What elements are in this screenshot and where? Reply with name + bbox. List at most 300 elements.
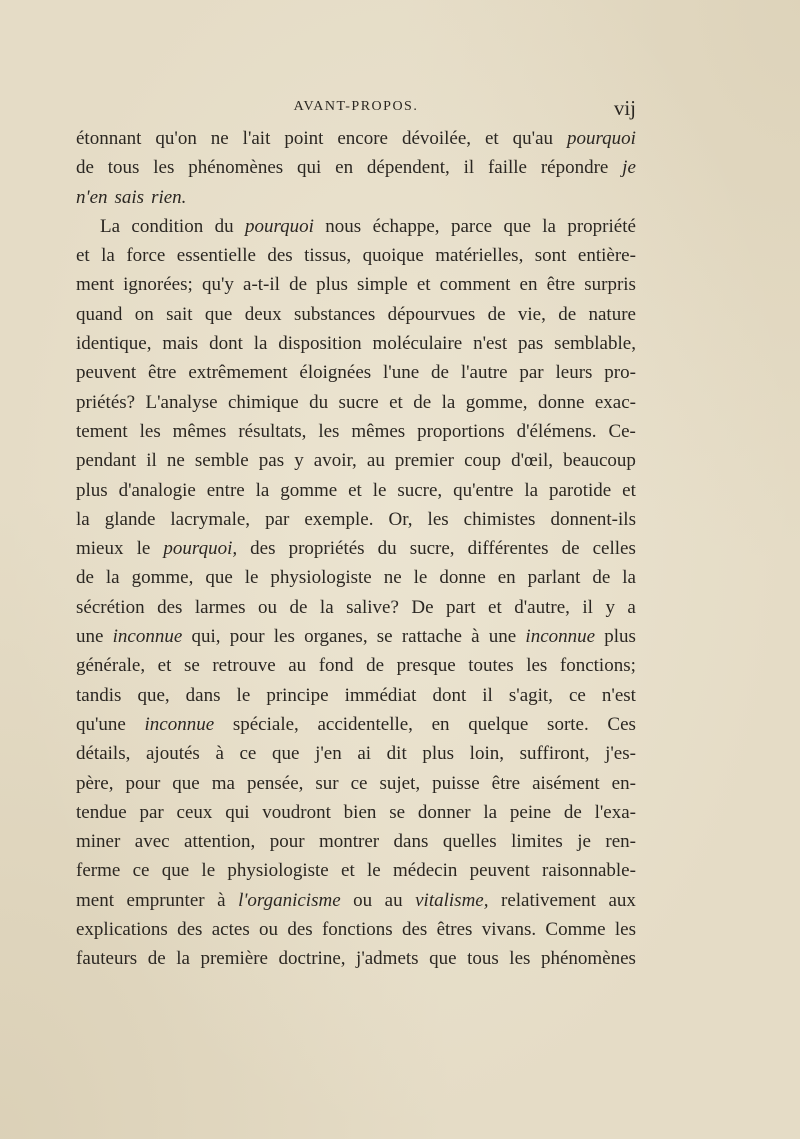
word: relativement bbox=[501, 889, 596, 911]
word: ce bbox=[568, 684, 586, 706]
word: qui bbox=[297, 157, 322, 179]
running-head bbox=[76, 96, 636, 120]
word: dépendent, bbox=[366, 157, 450, 179]
word: la bbox=[622, 567, 636, 589]
word: dépourvues bbox=[387, 303, 476, 325]
word: et bbox=[157, 655, 172, 677]
word: condition bbox=[131, 215, 204, 237]
text-line bbox=[76, 476, 636, 505]
word: ajoutés bbox=[145, 743, 200, 765]
word: générale, bbox=[76, 655, 146, 677]
word: de bbox=[563, 801, 582, 823]
word: dont bbox=[209, 333, 243, 355]
word: des bbox=[250, 538, 276, 560]
word: suffiront, bbox=[519, 743, 590, 765]
word: ignorées; bbox=[123, 274, 193, 296]
word: quoique bbox=[362, 245, 424, 267]
word: des bbox=[267, 245, 293, 267]
word: salive? bbox=[346, 596, 399, 618]
word: force bbox=[126, 245, 166, 267]
word: il bbox=[463, 157, 475, 179]
word: de bbox=[431, 362, 449, 384]
word: n'est bbox=[473, 333, 508, 355]
word: ceux bbox=[176, 801, 213, 823]
word: différentes bbox=[467, 538, 549, 560]
word: et bbox=[488, 596, 502, 618]
word: a bbox=[627, 596, 636, 618]
word: tendue bbox=[76, 801, 127, 823]
word: miner bbox=[76, 831, 121, 853]
word: sécrétion bbox=[76, 596, 145, 618]
word: avoir, bbox=[313, 450, 357, 472]
word: j'en bbox=[315, 743, 342, 765]
word: que bbox=[503, 215, 531, 237]
text-line bbox=[76, 944, 636, 973]
word: qu'une bbox=[76, 713, 126, 735]
word: être bbox=[148, 362, 177, 384]
word: tissus, bbox=[304, 245, 352, 267]
word: plus bbox=[316, 274, 348, 296]
word: la bbox=[176, 948, 190, 970]
paragraph bbox=[76, 212, 636, 974]
word: sait bbox=[166, 303, 193, 325]
word: De bbox=[411, 596, 434, 618]
word: principe bbox=[266, 684, 329, 706]
word: de bbox=[561, 538, 580, 560]
text-line bbox=[76, 798, 636, 827]
word: les bbox=[273, 626, 295, 648]
word: limites bbox=[511, 831, 563, 853]
word: fonctions; bbox=[559, 655, 636, 677]
word: emprunter bbox=[126, 889, 205, 911]
word: essentielle bbox=[176, 245, 256, 267]
word: dans bbox=[185, 684, 221, 706]
word: rien. bbox=[151, 186, 187, 208]
word: ce bbox=[350, 772, 368, 794]
word: que bbox=[205, 567, 233, 589]
word: des bbox=[157, 596, 183, 618]
text-line bbox=[76, 446, 636, 475]
word: mais bbox=[162, 333, 199, 355]
word: la bbox=[319, 596, 334, 618]
word: sucre, bbox=[409, 538, 455, 560]
word: point bbox=[284, 128, 324, 149]
word: la bbox=[542, 215, 556, 237]
page-number: vij bbox=[613, 96, 636, 120]
word: la bbox=[441, 391, 456, 413]
word: répondre bbox=[540, 157, 609, 179]
word: dans bbox=[393, 831, 429, 853]
word: mêmes bbox=[172, 420, 227, 442]
text-line bbox=[76, 358, 636, 387]
word: tous bbox=[467, 948, 499, 970]
word: inconnue bbox=[112, 626, 183, 648]
text-line bbox=[76, 270, 636, 299]
word: plus bbox=[422, 743, 455, 765]
word: se bbox=[389, 801, 406, 823]
word: plus bbox=[604, 626, 636, 648]
word: l'exa- bbox=[594, 801, 636, 823]
word: larmes bbox=[194, 596, 246, 618]
word: gomme bbox=[280, 479, 338, 501]
text-line bbox=[76, 534, 636, 563]
word: exac- bbox=[594, 391, 636, 413]
word: celles bbox=[592, 538, 636, 560]
word: parlant bbox=[527, 567, 581, 589]
word: résultats, bbox=[238, 420, 307, 442]
word: de bbox=[366, 655, 385, 677]
word: explications bbox=[76, 919, 168, 941]
word: ai bbox=[357, 743, 372, 765]
word: pour bbox=[125, 772, 161, 794]
word: entre bbox=[206, 479, 245, 501]
word: à bbox=[471, 626, 480, 648]
word: se bbox=[376, 626, 393, 648]
word: quand bbox=[76, 303, 123, 325]
word: l'autre bbox=[460, 362, 508, 384]
word: loin, bbox=[469, 743, 504, 765]
word: le bbox=[244, 567, 259, 589]
word: ferme bbox=[76, 860, 121, 882]
word: éloignées bbox=[299, 362, 372, 384]
word: pas bbox=[258, 450, 285, 472]
text-line bbox=[76, 651, 636, 680]
word: pourquoi bbox=[244, 215, 314, 237]
text-line bbox=[76, 827, 636, 856]
word: montrer bbox=[318, 831, 380, 853]
word: spéciale, bbox=[232, 713, 299, 735]
word: voudront bbox=[262, 801, 331, 823]
word: nous bbox=[325, 215, 362, 237]
word: beaucoup bbox=[563, 450, 636, 472]
word: accidentelle, bbox=[317, 713, 413, 735]
word: tous bbox=[107, 157, 140, 179]
word: extrêmement bbox=[188, 362, 288, 384]
word: des bbox=[287, 919, 313, 941]
body-text bbox=[76, 124, 636, 974]
word: ment bbox=[76, 274, 114, 296]
text-line bbox=[76, 739, 636, 768]
word: qu'y bbox=[201, 274, 234, 296]
word: Ces bbox=[607, 713, 636, 735]
word: le bbox=[236, 684, 251, 706]
word: n'en bbox=[76, 186, 108, 208]
word: entière- bbox=[577, 245, 636, 267]
word: peine bbox=[509, 801, 552, 823]
word: les bbox=[427, 508, 449, 530]
word: mêmes bbox=[351, 420, 406, 442]
word: sorte. bbox=[547, 713, 589, 735]
word: ne bbox=[166, 450, 185, 472]
word: que, bbox=[137, 684, 170, 706]
word: je bbox=[622, 157, 636, 179]
word: et bbox=[416, 274, 431, 296]
word: et bbox=[348, 479, 362, 501]
word: d'autre, bbox=[514, 596, 570, 618]
word: vie, bbox=[517, 303, 546, 325]
word: sucre, bbox=[397, 479, 443, 501]
word: les bbox=[139, 420, 161, 442]
word: puisse bbox=[432, 772, 480, 794]
word: du bbox=[214, 215, 234, 237]
word: au bbox=[366, 450, 385, 472]
word: avec bbox=[134, 831, 170, 853]
word: et bbox=[341, 860, 355, 882]
text-line bbox=[76, 300, 636, 329]
word: rattache bbox=[401, 626, 462, 648]
word: en bbox=[519, 274, 538, 296]
word: donne bbox=[537, 391, 585, 413]
word: identique, bbox=[76, 333, 152, 355]
word: j'admets bbox=[356, 948, 419, 970]
word: parce bbox=[450, 215, 493, 237]
text-line bbox=[76, 417, 636, 446]
word: êtres bbox=[436, 919, 473, 941]
word: l'ait bbox=[242, 128, 271, 149]
word: dit bbox=[386, 743, 407, 765]
word: de bbox=[487, 303, 506, 325]
word: sucre bbox=[338, 391, 379, 413]
word: des bbox=[401, 919, 428, 941]
word: la bbox=[101, 245, 115, 267]
word: étonnant bbox=[76, 128, 142, 149]
word: tandis bbox=[76, 684, 122, 706]
word: quelque bbox=[468, 713, 529, 735]
word: médecin bbox=[392, 860, 458, 882]
word: le bbox=[136, 538, 151, 560]
word: encore bbox=[337, 128, 388, 149]
word: retrouve bbox=[212, 655, 276, 677]
word: la bbox=[76, 508, 90, 530]
text-line bbox=[76, 241, 636, 270]
word: pas bbox=[517, 333, 544, 355]
word: sais bbox=[114, 186, 145, 208]
text-line bbox=[76, 563, 636, 592]
word: exemple. bbox=[304, 508, 374, 530]
word: tement bbox=[76, 420, 128, 442]
word: l'organicisme bbox=[238, 889, 341, 911]
word: que bbox=[204, 303, 233, 325]
word: il bbox=[482, 684, 493, 706]
word: que bbox=[429, 948, 457, 970]
word: de bbox=[592, 567, 611, 589]
word: propriétés bbox=[288, 538, 365, 560]
word: et bbox=[76, 245, 90, 267]
paragraph bbox=[76, 124, 636, 212]
word: à bbox=[215, 743, 224, 765]
word: ment bbox=[76, 889, 114, 911]
text-line bbox=[76, 856, 636, 885]
word: et bbox=[622, 479, 636, 501]
word: les bbox=[153, 157, 175, 179]
word: en- bbox=[611, 772, 636, 794]
text-line bbox=[76, 886, 636, 915]
word: qu'au bbox=[512, 128, 554, 149]
word: sujet, bbox=[379, 772, 421, 794]
word: au bbox=[288, 655, 307, 677]
word: vitalisme, bbox=[415, 889, 489, 911]
word: physiologiste bbox=[227, 860, 329, 882]
word: pendant bbox=[76, 450, 137, 472]
word: il bbox=[146, 450, 157, 472]
word: de bbox=[289, 274, 308, 296]
word: d'élémens. bbox=[516, 420, 597, 442]
word: physiologiste bbox=[270, 567, 372, 589]
word: matérielles, bbox=[435, 245, 524, 267]
word: n'est bbox=[601, 684, 636, 706]
text-line bbox=[76, 681, 636, 710]
word: il bbox=[582, 596, 593, 618]
word: par bbox=[519, 362, 544, 384]
word: s'agit, bbox=[508, 684, 553, 706]
word: disposition bbox=[278, 333, 362, 355]
word: du bbox=[377, 538, 397, 560]
word: au bbox=[384, 889, 403, 911]
text-line bbox=[76, 710, 636, 739]
word: inconnue bbox=[525, 626, 596, 648]
word: presque bbox=[396, 655, 456, 677]
word: et bbox=[485, 128, 499, 149]
text-line bbox=[76, 622, 636, 651]
word: chimique bbox=[227, 391, 299, 413]
word: Ce- bbox=[608, 420, 636, 442]
word: ne bbox=[210, 128, 229, 149]
word: se bbox=[183, 655, 200, 677]
word: organes, bbox=[304, 626, 368, 648]
word: substances bbox=[294, 303, 376, 325]
word: à bbox=[217, 889, 226, 911]
word: détails, bbox=[76, 743, 131, 765]
word: moléculaire bbox=[372, 333, 463, 355]
word: dont bbox=[432, 684, 467, 706]
word: ma bbox=[211, 772, 235, 794]
word: lacrymale, bbox=[170, 508, 251, 530]
word: et bbox=[389, 391, 403, 413]
word: deux bbox=[244, 303, 282, 325]
word: les bbox=[526, 655, 548, 677]
word: une bbox=[76, 626, 104, 648]
word: Comme bbox=[545, 919, 606, 941]
word: priétés? bbox=[76, 391, 136, 413]
word: ou bbox=[259, 919, 279, 941]
word: L'analyse bbox=[145, 391, 218, 413]
word: qu'on bbox=[155, 128, 197, 149]
word: aisément bbox=[532, 772, 600, 794]
word: phénomènes bbox=[540, 948, 636, 970]
text-line bbox=[76, 505, 636, 534]
word: proportions bbox=[417, 420, 505, 442]
word: par bbox=[139, 801, 164, 823]
word: en bbox=[431, 713, 450, 735]
word: échappe, bbox=[372, 215, 440, 237]
word: leurs bbox=[555, 362, 593, 384]
word: a-t-il bbox=[243, 274, 280, 296]
running-title: AVANT-PROPOS. bbox=[293, 99, 419, 114]
word: ou bbox=[258, 596, 278, 618]
word: glande bbox=[104, 508, 156, 530]
word: doctrine, bbox=[278, 948, 346, 970]
word: du bbox=[309, 391, 329, 413]
text-line bbox=[76, 153, 636, 182]
word: La bbox=[100, 215, 121, 237]
word: qui bbox=[225, 801, 250, 823]
word: Or, bbox=[388, 508, 413, 530]
word: simple bbox=[357, 274, 408, 296]
word: inconnue bbox=[144, 713, 215, 735]
word: la bbox=[255, 479, 270, 501]
word: peuvent bbox=[76, 362, 137, 384]
word: gomme, bbox=[131, 567, 194, 589]
word: donne bbox=[439, 567, 486, 589]
word: pensée, bbox=[246, 772, 304, 794]
text-line bbox=[76, 183, 636, 212]
word: plus bbox=[76, 479, 108, 501]
word: propriété bbox=[567, 215, 636, 237]
word: pour bbox=[269, 831, 305, 853]
word: bien bbox=[343, 801, 377, 823]
word: quelles bbox=[442, 831, 497, 853]
word: la bbox=[524, 479, 539, 501]
word: de bbox=[413, 391, 432, 413]
word: on bbox=[134, 303, 154, 325]
text-line bbox=[76, 593, 636, 622]
word: ou bbox=[353, 889, 373, 911]
word: les bbox=[614, 919, 636, 941]
word: la bbox=[483, 801, 498, 823]
word: qu'entre bbox=[453, 479, 514, 501]
word: de bbox=[558, 303, 577, 325]
word: fonctions bbox=[321, 919, 393, 941]
word: ce bbox=[132, 860, 150, 882]
word: qui, bbox=[191, 626, 221, 648]
word: d'œil, bbox=[511, 450, 554, 472]
word: la bbox=[105, 567, 120, 589]
word: semble bbox=[194, 450, 249, 472]
word: des bbox=[177, 919, 203, 941]
word: sur bbox=[315, 772, 339, 794]
word: immédiat bbox=[344, 684, 417, 706]
word: premier bbox=[394, 450, 454, 472]
word: chimistes bbox=[463, 508, 536, 530]
word: j'es- bbox=[605, 743, 636, 765]
word: pour bbox=[229, 626, 265, 648]
word: comment bbox=[439, 274, 511, 296]
word: que bbox=[172, 772, 200, 794]
word: raisonnable- bbox=[542, 860, 636, 882]
word: vivans. bbox=[481, 919, 537, 941]
word: surpris bbox=[584, 274, 636, 296]
word: d'analogie bbox=[118, 479, 196, 501]
word: faille bbox=[487, 157, 527, 179]
word: coup bbox=[464, 450, 501, 472]
word: en bbox=[497, 567, 516, 589]
text-line bbox=[76, 212, 636, 241]
text-line bbox=[76, 915, 636, 944]
word: le bbox=[372, 479, 387, 501]
word: l'une bbox=[383, 362, 420, 384]
word: je bbox=[577, 831, 591, 853]
word: attention, bbox=[184, 831, 256, 853]
word: le bbox=[201, 860, 216, 882]
word: aux bbox=[608, 889, 636, 911]
word: de bbox=[76, 567, 94, 589]
word: y bbox=[294, 450, 304, 472]
word: le bbox=[367, 860, 381, 882]
word: en bbox=[335, 157, 354, 179]
word: parotide bbox=[548, 479, 612, 501]
word: pro- bbox=[604, 362, 636, 384]
word: fauteurs bbox=[76, 948, 138, 970]
